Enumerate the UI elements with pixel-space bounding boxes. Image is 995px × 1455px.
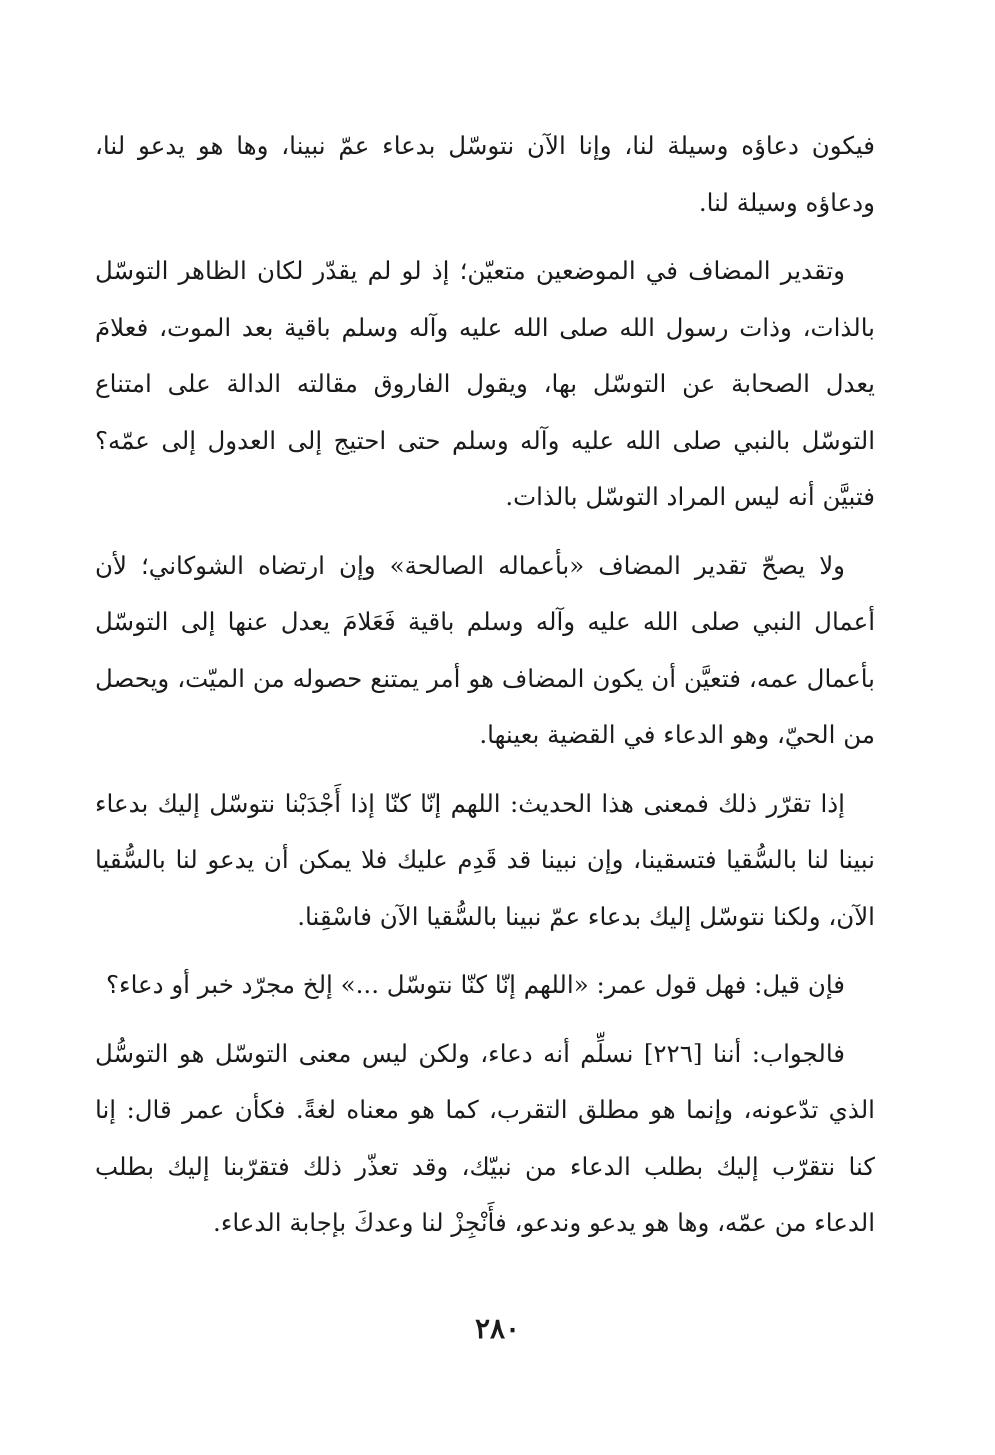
page-number: ٢٨٠ [474, 1312, 521, 1345]
paragraph: فالجواب: أننا [٢٢٦] نسلِّم أنه دعاء، ولكن ليس معنى التوسّل هو التوسُّل الذي تدّعونه، وإنما هو مطلق التقرب، كما هو معناه لغةً. فكأن عمر قال: إنا كنا نتقرّب إليك بطلب الدعاء من نبيّك، وقد تعذّر ذلك فتقرّبنا إليك بطلب الدعاء من عمّه، وها هو يدعو وندعو، فأَنْجِزْ لنا وعدكَ بإجابة الدعاء. [95, 1038, 875, 1237]
paragraph: فيكون دعاؤه وسيلة لنا، وإنا الآن نتوسّل بدعاء عمّ نبينا، وها هو يدعو لنا، ودعاؤه وسيلة لنا. [95, 131, 875, 217]
paragraph: وتقدير المضاف في الموضعين متعيّن؛ إذ لو لم يقدّر لكان الظاهر التوسّل بالذات، وذات رسول الله صلى الله عليه وآله وسلم باقية بعد الموت، فعلامَ يعدل الصحابة عن التوسّل بها، ويقول الفاروق مقالته الدالة على امتناع التوسّل بالنبي صلى الله عليه وآله وسلم حتى احتيج إلى العدول إلى عمّه؟ فتبيَّن أنه ليس المراد التوسّل بالذات. [95, 256, 875, 511]
body-text [95, 118, 875, 1264]
paragraph: إذا تقرّر ذلك فمعنى هذا الحديث: اللهم إنّا كنّا إذا أَجْدَبْنا نتوسّل إليك بدعاء نبينا لنا بالسُّقيا فتسقينا، وإن نبينا قد قَدِم عليك فلا يمكن أن يدعو لنا بالسُّقيا الآن، ولكنا نتوسّل إليك بدعاء عمّ نبينا بالسُّقيا الآن فاسْقِنا. [95, 788, 875, 931]
paragraph: فإن قيل: فهل قول عمر: «اللهم إنّا كنّا نتوسّل ...» إلخ مجرّد خبر أو دعاء؟ [106, 970, 845, 999]
paragraph: ولا يصحّ تقدير المضاف «بأعماله الصالحة» وإن ارتضاه الشوكاني؛ لأن أعمال النبي صلى الله عليه وآله وسلم باقية فَعَلامَ يعدل عنها إلى التوسّل بأعمال عمه، فتعيَّن أن يكون المضاف هو أمر يمتنع حصوله من الميّت، ويحصل من الحيّ، وهو الدعاء في القضية بعينها. [95, 550, 875, 749]
